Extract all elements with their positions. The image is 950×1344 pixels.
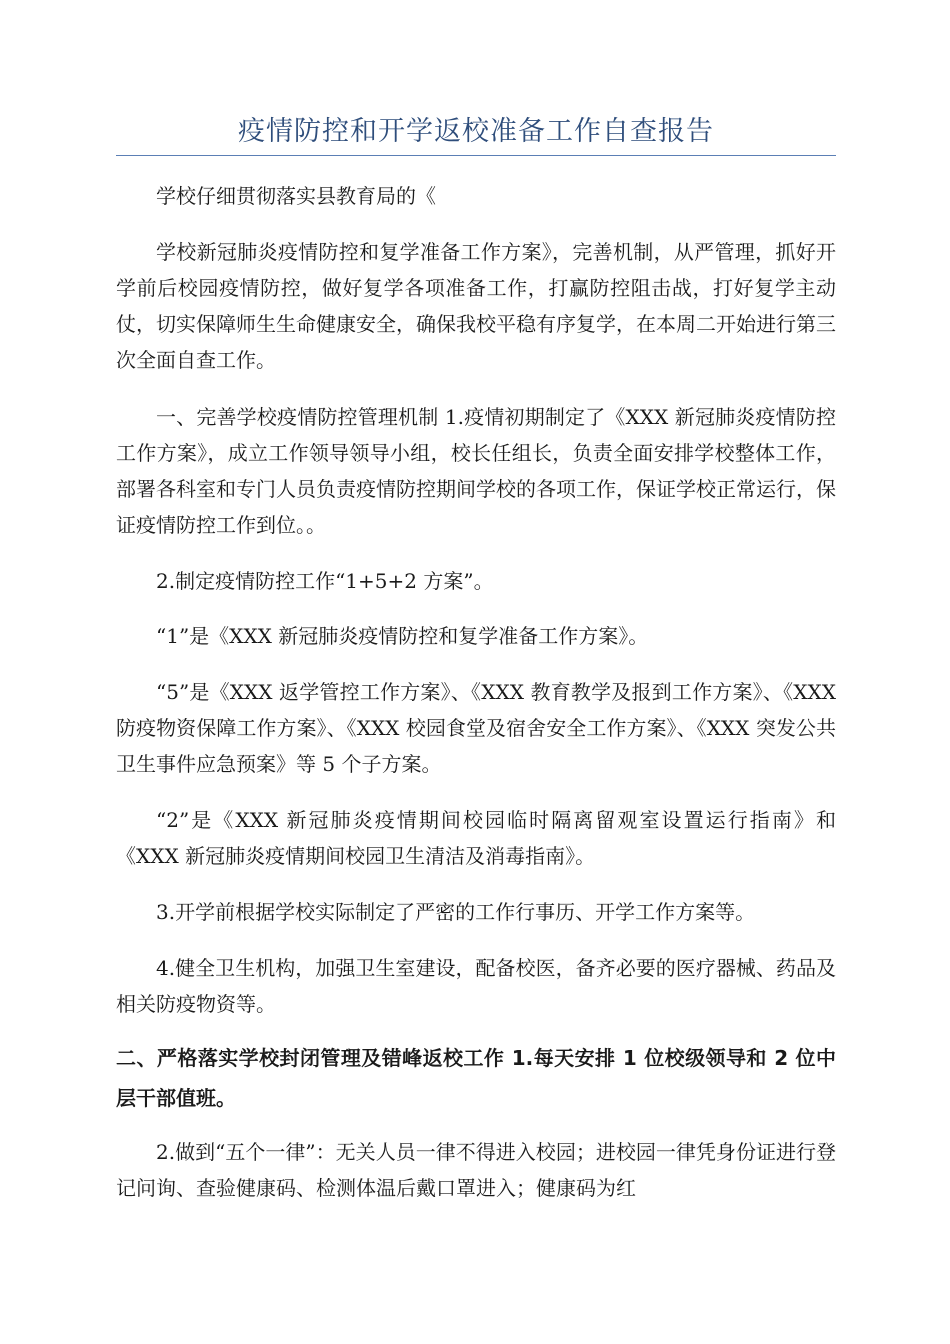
title-underline xyxy=(116,155,836,156)
paragraph-plan-2: “2”是《XXX 新冠肺炎疫情期间校园临时隔离留观室设置运行指南》和《XXX 新冠肺炎疫情期间校园卫生清洁及消毒指南》。 xyxy=(116,808,836,868)
paragraph-item-3: 3.开学前根据学校实际制定了严密的工作行事历、开学工作方案等。 xyxy=(156,900,756,924)
heading-section-2: 二、严格落实学校封闭管理及错峰返校工作 1.每天安排 1 位校级领导和 2 位中层干部值班。 xyxy=(116,1046,836,1110)
paragraph-section-1: 一、完善学校疫情防控管理机制 1.疫情初期制定了《XXX 新冠肺炎疫情防控工作方案》，成立工作领导领导小组，校长任组长，负责全面安排学校整体工作，部署各科室和专门人员负责疫情防控期间学校的各项工作，保证学校正常运行，保证疫情防控工作到位。。 xyxy=(116,405,836,537)
document-title: 疫情防控和开学返校准备工作自查报告 xyxy=(238,116,714,147)
document-page xyxy=(116,0,836,1206)
paragraph-plan-5: “5”是《XXX 返学管控工作方案》、《XXX 教育教学及报到工作方案》、《XXX 防疫物资保障工作方案》、《XXX 校园食堂及宿舍安全工作方案》、《XXX 突发公共卫生事件应急预案》等 5 个子方案。 xyxy=(116,680,836,776)
paragraph-plan-1-5-2: 2.制定疫情防控工作“1+5+2 方案”。 xyxy=(156,569,494,593)
paragraph-five-rules: 2.做到“五个一律”：无关人员一律不得进入校园；进校园一律凭身份证进行登记问询、查验健康码、检测体温后戴口罩进入；健康码为红 xyxy=(116,1140,836,1200)
paragraph-overview: 学校新冠肺炎疫情防控和复学准备工作方案》，完善机制，从严管理，抓好开学前后校园疫情防控，做好复学各项准备工作，打赢防控阻击战，打好复学主动仗，切实保障师生生命健康安全，确保我校平稳有序复学，在本周二开始进行第三次全面自查工作。 xyxy=(116,240,836,372)
paragraph-item-4: 4.健全卫生机构，加强卫生室建设，配备校医，备齐必要的医疗器械、药品及相关防疫物资等。 xyxy=(116,956,836,1016)
paragraph-intro: 学校仔细贯彻落实县教育局的《 xyxy=(156,184,436,208)
paragraph-plan-1: “1”是《XXX 新冠肺炎疫情防控和复学准备工作方案》。 xyxy=(156,624,649,648)
